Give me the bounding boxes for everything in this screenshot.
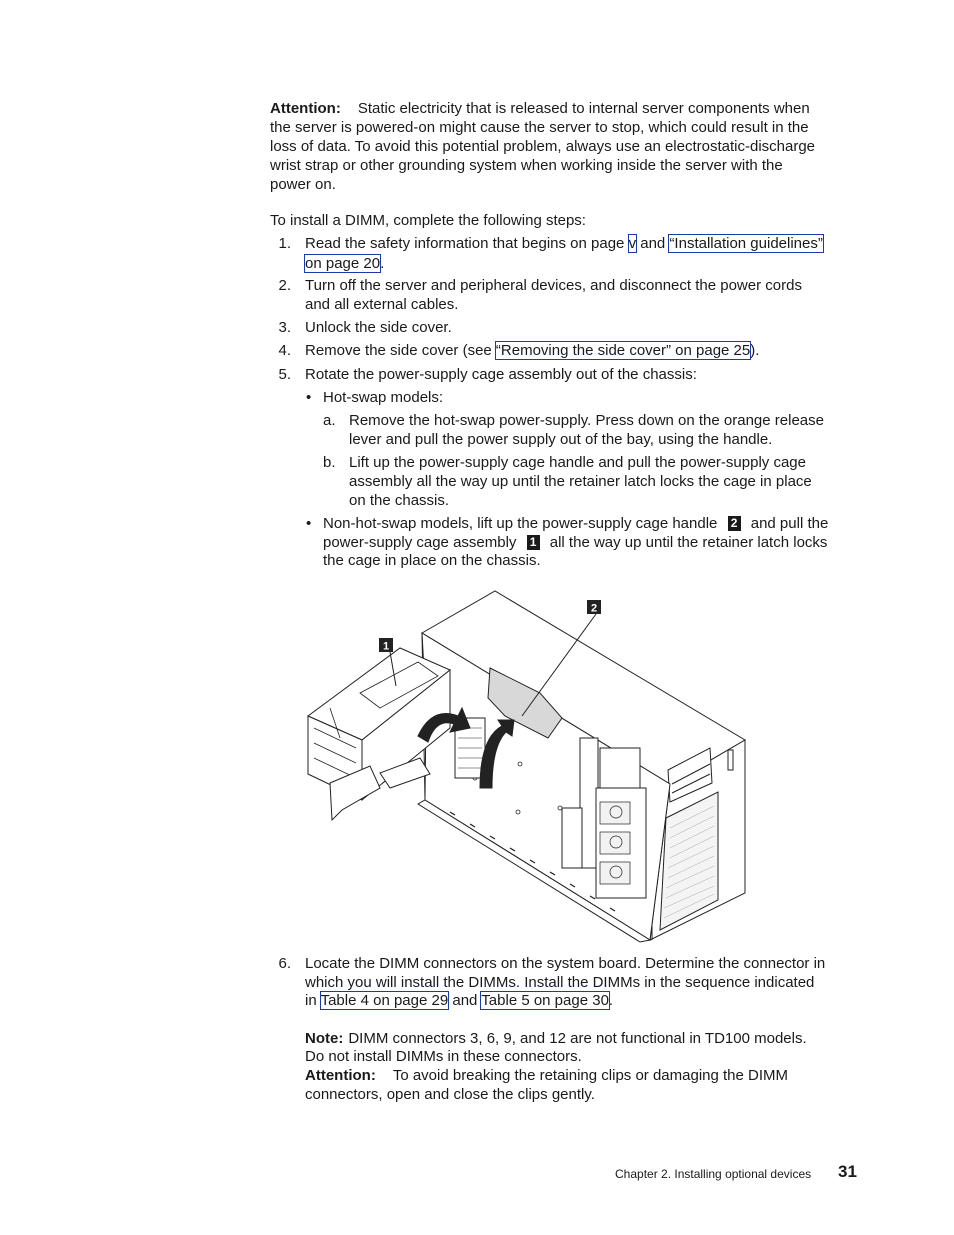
installation-guidelines-link[interactable]: “Installation guidelines” bbox=[669, 235, 823, 252]
intro-text: To install a DIMM, complete the following steps: bbox=[270, 212, 586, 229]
substep-text: on the chassis. bbox=[349, 492, 450, 509]
bullet-text: Hot-swap models: bbox=[323, 389, 444, 406]
page-v-link[interactable]: v bbox=[628, 235, 637, 252]
installation-guidelines-link-cont[interactable]: on page 20 bbox=[305, 255, 381, 272]
bullet: • bbox=[306, 389, 312, 406]
table-4-link[interactable]: Table 4 on page 29 bbox=[320, 992, 449, 1009]
substep-text: Remove the hot-swap power-supply. Press down on the orange release bbox=[349, 412, 824, 429]
attention-line: Static electricity that is released to internal server components when bbox=[357, 100, 810, 117]
step-text: Read the safety information that begins on page bbox=[305, 235, 629, 252]
step-number: 6. bbox=[278, 955, 291, 972]
step-text: Locate the DIMM connectors on the system board. Determine the connector in bbox=[305, 955, 826, 972]
server-illustration bbox=[300, 588, 750, 944]
step-number: 2. bbox=[278, 277, 291, 294]
bullet-text: the cage in place on the chassis. bbox=[323, 552, 541, 569]
substep-label: b. bbox=[323, 454, 336, 471]
figure-callout-1: 1 bbox=[382, 640, 390, 653]
bullet-text: and pull the bbox=[746, 515, 829, 532]
step-number: 5. bbox=[278, 366, 291, 383]
step-text: Rotate the power-supply cage assembly out of the chassis: bbox=[305, 366, 697, 383]
attention-text: To avoid breaking the retaining clips or damaging the DIMM bbox=[392, 1067, 789, 1084]
removing-side-cover-link[interactable]: “Removing the side cover” on page 25 bbox=[495, 342, 751, 359]
step-number: 3. bbox=[278, 319, 291, 336]
substep-text: assembly all the way up until the retainer latch locks the cage in place bbox=[349, 473, 812, 490]
attention-text: connectors, open and close the clips gently. bbox=[305, 1086, 595, 1103]
step-text: . bbox=[380, 255, 385, 272]
step-text: which you will install the DIMMs. Install the DIMMs in the sequence indicated bbox=[305, 974, 815, 991]
step-text: in bbox=[305, 992, 321, 1009]
attention-line: loss of data. To avoid this potential problem, always use an electrostatic-discharge bbox=[270, 138, 816, 155]
attention-label: Attention: bbox=[270, 100, 341, 117]
step-text: Unlock the side cover. bbox=[305, 319, 452, 336]
step-text: ). bbox=[750, 342, 760, 359]
table-5-link[interactable]: Table 5 on page 30 bbox=[481, 992, 609, 1009]
page-number: 31 bbox=[838, 1162, 857, 1181]
figure-callout-2: 2 bbox=[590, 602, 598, 615]
attention-label: Attention: bbox=[305, 1067, 376, 1084]
callout-2: 2 bbox=[728, 516, 741, 531]
step-number: 4. bbox=[278, 342, 291, 359]
substep-text: lever and pull the power supply out of the bay, using the handle. bbox=[349, 431, 773, 448]
step-text: Turn off the server and peripheral devices, and disconnect the power cords bbox=[305, 277, 802, 294]
attention-line: wrist strap or other grounding system when working inside the server with the bbox=[270, 157, 783, 174]
note-text: DIMM connectors 3, 6, 9, and 12 are not functional in TD100 models. bbox=[348, 1030, 807, 1047]
substep-label: a. bbox=[323, 412, 336, 429]
step-text: Remove the side cover (see bbox=[305, 342, 496, 359]
step-text: and bbox=[636, 235, 670, 252]
step-text: and bbox=[448, 992, 482, 1009]
step-number: 1. bbox=[278, 235, 291, 252]
attention-block bbox=[270, 99, 870, 194]
step-text: . bbox=[608, 992, 614, 1009]
callout-1: 1 bbox=[527, 535, 540, 550]
bullet-text: power-supply cage assembly bbox=[323, 534, 521, 551]
attention-line: power on. bbox=[270, 176, 336, 193]
bullet-text: all the way up until the retainer latch locks bbox=[545, 534, 828, 551]
note-text: Do not install DIMMs in these connectors. bbox=[305, 1048, 582, 1065]
bullet-text: Non-hot-swap models, lift up the power-supply cage handle bbox=[323, 515, 722, 532]
note-label: Note: bbox=[305, 1030, 344, 1047]
step-text: and all external cables. bbox=[305, 296, 459, 313]
bullet: • bbox=[306, 515, 312, 532]
chapter-title: Chapter 2. Installing optional devices bbox=[615, 1167, 812, 1181]
substep-text: Lift up the power-supply cage handle and pull the power-supply cage bbox=[349, 454, 806, 471]
attention-line: the server is powered-on might cause the server to stop, which could result in the bbox=[270, 119, 809, 136]
